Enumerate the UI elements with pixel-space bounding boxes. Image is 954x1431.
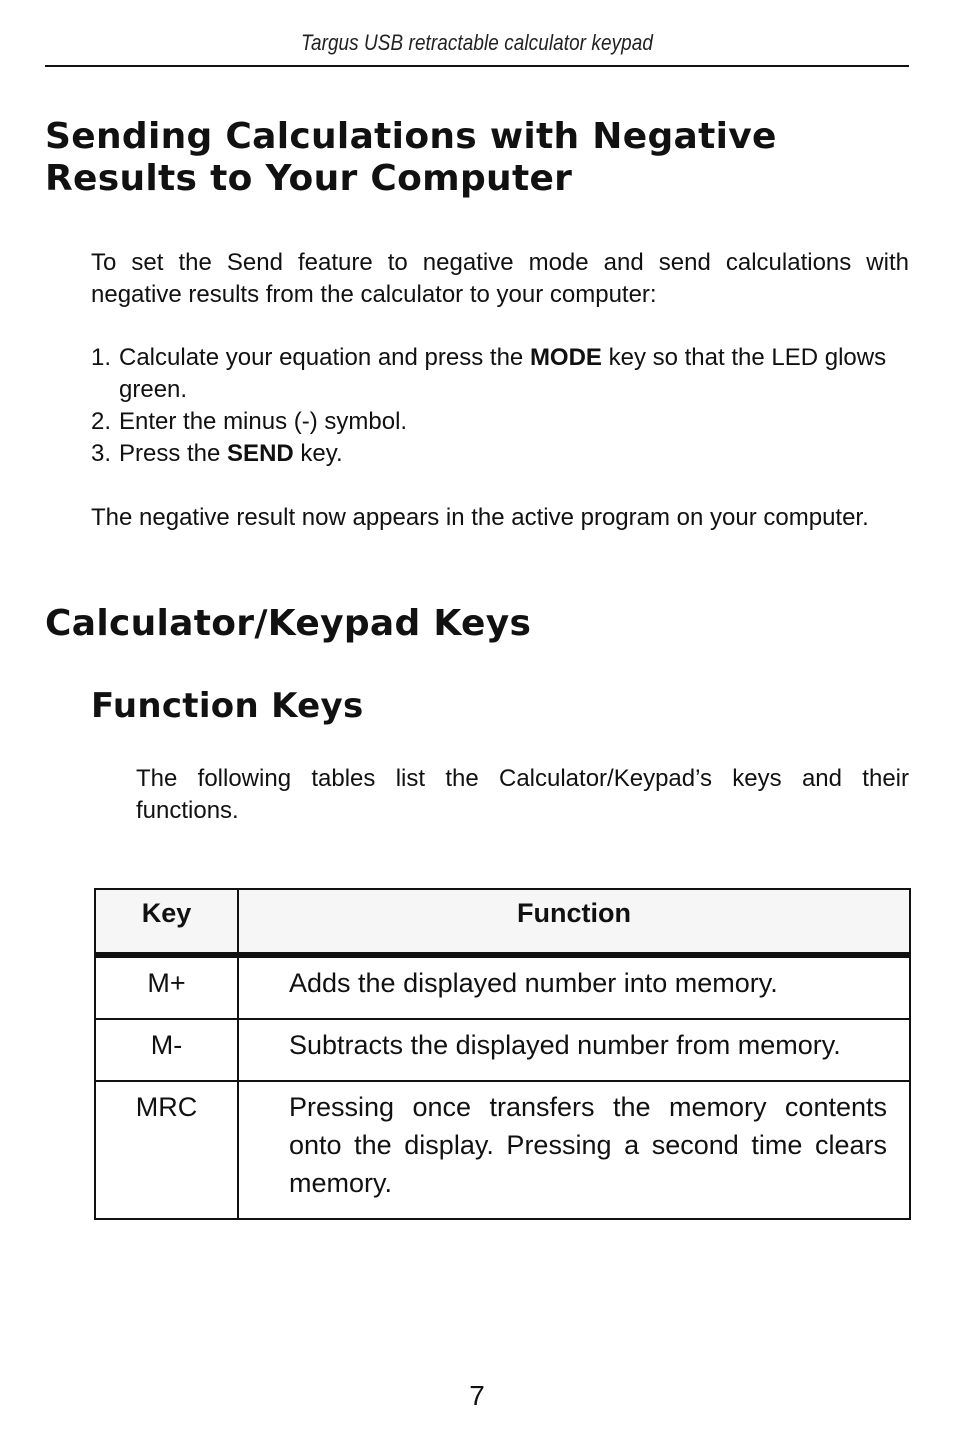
section-title-line-1: Sending Calculations with Negative bbox=[45, 116, 777, 157]
intro-paragraph: To set the Send feature to negative mode and send calculations with negative results from the calculator to your computer: bbox=[91, 249, 909, 308]
mode-key-label: MODE bbox=[529, 344, 602, 371]
section-title-line-2: Results to Your Computer bbox=[45, 158, 573, 199]
step-item bbox=[91, 406, 909, 438]
function-cell: Pressing once transfers the memory contents onto the display. Pressing a second time clears memory. bbox=[238, 1081, 910, 1219]
table-row bbox=[95, 1019, 910, 1081]
key-cell: M+ bbox=[95, 955, 238, 1019]
key-cell: M- bbox=[95, 1019, 238, 1081]
step-item bbox=[91, 342, 909, 406]
section-title-keypad-keys: Calculator/Keypad Keys bbox=[45, 603, 532, 644]
step-item bbox=[91, 438, 909, 470]
step-text: Press the bbox=[119, 440, 228, 467]
function-cell: Subtracts the displayed number from memory. bbox=[238, 1019, 910, 1081]
function-cell: Adds the displayed number into memory. bbox=[238, 955, 910, 1019]
column-header-key: Key bbox=[95, 889, 238, 955]
column-header-function: Function bbox=[238, 889, 910, 955]
key-cell: MRC bbox=[95, 1081, 238, 1219]
step-text: Calculate your equation and press the bbox=[119, 344, 530, 371]
result-paragraph: The negative result now appears in the active program on your computer. bbox=[91, 504, 869, 531]
step-number: 2. bbox=[91, 408, 112, 435]
step-text-tail: key. bbox=[293, 440, 343, 467]
table-row bbox=[95, 955, 910, 1019]
section-title-negative-results bbox=[45, 116, 777, 200]
step-number: 3. bbox=[91, 440, 112, 467]
function-keys-table bbox=[94, 888, 911, 1220]
running-header: Targus USB retractable calculator keypad bbox=[301, 30, 653, 55]
page-number: 7 bbox=[469, 1380, 485, 1411]
send-key-label: SEND bbox=[227, 440, 294, 467]
steps-list bbox=[91, 342, 909, 470]
table-header-row bbox=[95, 889, 910, 955]
step-text: Enter the minus (-) symbol. bbox=[119, 408, 408, 435]
table-row bbox=[95, 1081, 910, 1219]
step-text-tail: key so that the LED glows green. bbox=[119, 344, 887, 403]
step-number: 1. bbox=[91, 344, 112, 371]
header-divider bbox=[45, 65, 909, 67]
subsection-title-function-keys: Function Keys bbox=[91, 686, 364, 726]
table-intro-paragraph: The following tables list the Calculator/Keypad’s keys and their functions. bbox=[136, 765, 909, 824]
